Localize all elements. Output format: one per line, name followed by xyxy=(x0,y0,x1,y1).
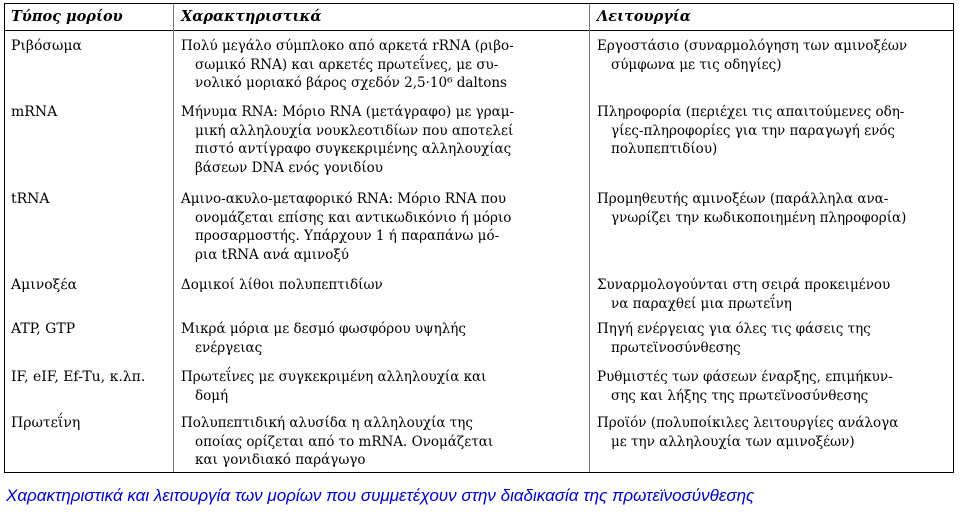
row-ribosome-function: Εργοστάσιο (συναρμολόγηση των αμινοξέων σύμφωνα με τις οδηγίες) xyxy=(597,38,908,73)
column-divider-1 xyxy=(173,4,174,472)
header-molecule-type: Τύπος μορίου xyxy=(11,8,123,25)
row-atp-gtp-name: ATP, GTP xyxy=(11,321,76,337)
row-factors-name: IF, eIF, Ef-Tu, κ.λπ. xyxy=(11,369,146,385)
row-ribosome-name: Ριβόσωμα xyxy=(11,38,82,54)
header-divider xyxy=(5,30,953,31)
row-atp-gtp-characteristics: Μικρά μόρια με δεσμό φωσφόρου υψηλής ενέργειας xyxy=(181,321,466,356)
row-protein-name: Πρωτεΐνη xyxy=(11,415,81,431)
header-function: Λειτουργία xyxy=(597,8,691,25)
row-atp-gtp-function: Πηγή ενέργειας για όλες τις φάσεις της πρωτεϊνοσύνθεσης xyxy=(597,321,871,356)
row-trna-characteristics: Αμινο-ακυλο-μεταφορικό RNA: Μόριο RNA που ονομάζεται επίσης και αντικωδικόνιο ή μόριο προσαρμοστής. Υπάρχουν 1 ή παραπάνω μό- ρια tRNA ανά αμινοξύ xyxy=(181,191,512,263)
row-amino-acids-name: Αμινοξέα xyxy=(11,277,78,293)
row-protein-function: Προϊόν (πολυποίκιλες λειτουργίες ανάλογα με την αλληλουχία των αμινοξέων) xyxy=(597,415,899,450)
row-factors-function: Ρυθμιστές των φάσεων έναρξης, επιμήκυν- σης και λήξης της πρωτεϊνοσύνθεσης xyxy=(597,369,893,404)
row-mrna-characteristics: Μήνυμα RNA: Μόριο RNA (μετάγραφο) με γραμ- μική αλληλουχία νουκλεοτιδίων που αποτελεί πιστό αντίγραφο συγκεκριμένης αλληλουχίας βάσεων DNA ενός γονιδίου xyxy=(181,104,515,176)
row-factors-characteristics: Πρωτεΐνες με συγκεκριμένη αλληλουχία και δομή xyxy=(181,369,487,404)
row-protein-characteristics: Πολυπεπτιδική αλυσίδα η αλληλουχία της οποίας ορίζεται από το mRNA. Ονομάζεται και γονιδιακό παράγωγο xyxy=(181,415,494,469)
row-ribosome-characteristics: Πολύ μεγάλο σύμπλοκο από αρκετά rRNA (ριβο- σωμικό RNA) και αρκετές πρωτεΐνες, με συ- νολικό μοριακό βάρος σχεδόν 2,5·10⁶ daltons xyxy=(181,38,514,92)
table-caption: Χαρακτηριστικά και λειτουργία των μορίων που συμμετέχουν στην διαδικασία της πρωτεϊνοσύνθεσης xyxy=(6,486,755,505)
row-mrna-function: Πληροφορία (περιέχει τις απαιτούμενες οδη- γίες-πληροφορίες για την παραγωγή ενός πολυπεπτιδίου) xyxy=(597,104,905,158)
column-divider-2 xyxy=(589,4,590,472)
row-trna-name: tRNA xyxy=(11,191,50,207)
row-mrna-name: mRNA xyxy=(11,104,58,120)
header-characteristics: Χαρακτηριστικά xyxy=(181,8,322,25)
molecules-table xyxy=(4,3,954,473)
row-amino-acids-characteristics: Δομικοί λίθοι πολυπεπτιδίων xyxy=(181,277,383,293)
row-trna-function: Προμηθευτής αμινοξέων (παράλληλα ανα- γνωρίζει την κωδικοποιημένη πληροφορία) xyxy=(597,191,907,226)
row-amino-acids-function: Συναρμολογούνται στη σειρά προκειμένου να παραχθεί μια πρωτεΐνη xyxy=(597,277,891,312)
